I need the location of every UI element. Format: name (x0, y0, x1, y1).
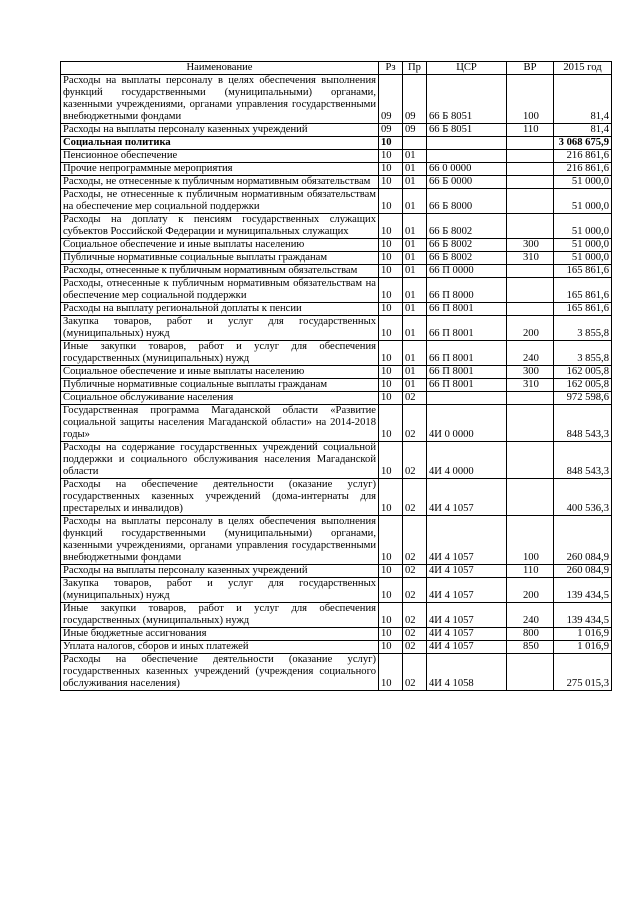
row-pr: 01 (403, 341, 427, 366)
row-pr: 01 (403, 278, 427, 303)
row-sum: 139 434,5 (554, 603, 612, 628)
header-vr: ВР (507, 62, 554, 75)
row-pr: 01 (403, 214, 427, 239)
row-csr (427, 150, 507, 163)
row-rz: 10 (379, 392, 403, 405)
row-rz: 10 (379, 442, 403, 479)
row-sum: 3 068 675,9 (554, 137, 612, 150)
row-sum: 216 861,6 (554, 150, 612, 163)
row-rz: 10 (379, 163, 403, 176)
row-pr: 01 (403, 252, 427, 265)
row-rz: 10 (379, 303, 403, 316)
row-csr (427, 137, 507, 150)
row-name: Иные закупки товаров, работ и услуг для обеспечения государственных (муниципальных) нужд (61, 341, 379, 366)
row-vr: 240 (507, 603, 554, 628)
table-row (61, 392, 612, 405)
row-sum: 1 016,9 (554, 628, 612, 641)
table-body (61, 75, 612, 691)
row-pr: 02 (403, 405, 427, 442)
row-name: Иные бюджетные ассигнования (61, 628, 379, 641)
row-rz: 10 (379, 189, 403, 214)
row-name: Публичные нормативные социальные выплаты гражданам (61, 252, 379, 265)
row-pr: 02 (403, 603, 427, 628)
row-sum: 3 855,8 (554, 341, 612, 366)
row-vr: 110 (507, 124, 554, 137)
row-name: Закупка товаров, работ и услуг для государственных (муниципальных) нужд (61, 578, 379, 603)
row-pr: 02 (403, 641, 427, 654)
row-pr: 09 (403, 75, 427, 124)
row-pr: 02 (403, 565, 427, 578)
table-row (61, 366, 612, 379)
row-sum: 275 015,3 (554, 654, 612, 691)
row-name: Расходы, отнесенные к публичным нормативным обязательствам на обеспечение мер социальной поддержки (61, 278, 379, 303)
row-pr: 01 (403, 176, 427, 189)
row-csr: 4И 4 1057 (427, 641, 507, 654)
row-rz: 10 (379, 341, 403, 366)
row-name: Публичные нормативные социальные выплаты гражданам (61, 379, 379, 392)
header-pr: Пр (403, 62, 427, 75)
row-csr: 66 Б 0000 (427, 176, 507, 189)
row-csr: 66 П 8001 (427, 366, 507, 379)
table-row (61, 379, 612, 392)
row-vr (507, 176, 554, 189)
table-row (61, 405, 612, 442)
row-vr: 100 (507, 75, 554, 124)
row-csr: 4И 4 1057 (427, 565, 507, 578)
row-name: Расходы на обеспечение деятельности (оказание услуг) государственных казенных учреждений (дома-интернаты для престарелых и инвалидов) (61, 479, 379, 516)
row-sum: 51 000,0 (554, 214, 612, 239)
row-pr: 01 (403, 239, 427, 252)
row-sum: 81,4 (554, 75, 612, 124)
row-vr (507, 405, 554, 442)
row-name: Пенсионное обеспечение (61, 150, 379, 163)
row-rz: 10 (379, 603, 403, 628)
row-sum: 165 861,6 (554, 303, 612, 316)
row-rz: 09 (379, 75, 403, 124)
row-csr: 4И 4 1058 (427, 654, 507, 691)
table-row (61, 603, 612, 628)
row-sum: 972 598,6 (554, 392, 612, 405)
table-row (61, 565, 612, 578)
row-name: Социальное обслуживание населения (61, 392, 379, 405)
table-row (61, 641, 612, 654)
row-sum: 400 536,3 (554, 479, 612, 516)
table-row (61, 654, 612, 691)
header-rz: Рз (379, 62, 403, 75)
row-pr: 02 (403, 479, 427, 516)
row-sum: 51 000,0 (554, 252, 612, 265)
table-row (61, 150, 612, 163)
row-sum: 216 861,6 (554, 163, 612, 176)
row-pr: 01 (403, 316, 427, 341)
table-row (61, 442, 612, 479)
row-sum: 51 000,0 (554, 176, 612, 189)
row-name: Расходы на обеспечение деятельности (оказание услуг) государственных казенных учреждений (учреждения социального обслуживания населения) (61, 654, 379, 691)
row-rz: 10 (379, 479, 403, 516)
table-row (61, 176, 612, 189)
row-name: Расходы на доплату к пенсиям государственных служащих субъектов Российской Федерации и муниципальных служащих (61, 214, 379, 239)
row-pr: 09 (403, 124, 427, 137)
row-name: Прочие непрограммные мероприятия (61, 163, 379, 176)
row-pr: 01 (403, 163, 427, 176)
row-sum: 165 861,6 (554, 278, 612, 303)
row-rz: 10 (379, 565, 403, 578)
row-sum: 165 861,6 (554, 265, 612, 278)
row-vr: 300 (507, 239, 554, 252)
row-rz: 10 (379, 214, 403, 239)
row-rz: 10 (379, 316, 403, 341)
row-csr: 66 0 0000 (427, 163, 507, 176)
table-row (61, 578, 612, 603)
row-pr (403, 137, 427, 150)
row-name: Расходы, не отнесенные к публичным нормативным обязательствам (61, 176, 379, 189)
row-vr (507, 278, 554, 303)
table-row (61, 628, 612, 641)
row-sum: 260 084,9 (554, 565, 612, 578)
row-rz: 10 (379, 137, 403, 150)
row-vr: 310 (507, 379, 554, 392)
row-csr: 66 П 0000 (427, 265, 507, 278)
table-header-row (61, 62, 612, 75)
row-csr: 66 Б 8000 (427, 189, 507, 214)
row-csr: 66 Б 8002 (427, 239, 507, 252)
table-row (61, 239, 612, 252)
row-name: Государственная программа Магаданской области «Развитие социальной защиты населения Магаданской области» на 2014-2018 годы» (61, 405, 379, 442)
row-name: Иные закупки товаров, работ и услуг для обеспечения государственных (муниципальных) нужд (61, 603, 379, 628)
row-name: Расходы на выплату региональной доплаты к пенсии (61, 303, 379, 316)
row-sum: 162 005,8 (554, 379, 612, 392)
row-name: Расходы на выплаты персоналу в целях обеспечения выполнения функций государственными (муниципальными) органами, казенными учреждениями, органами управления государственными внебюджетными фондами (61, 75, 379, 124)
row-vr: 850 (507, 641, 554, 654)
header-year: 2015 год (554, 62, 612, 75)
row-csr: 4И 4 1057 (427, 603, 507, 628)
row-csr: 66 Б 8002 (427, 214, 507, 239)
table-row (61, 265, 612, 278)
table-row (61, 516, 612, 565)
row-rz: 10 (379, 150, 403, 163)
table-row (61, 214, 612, 239)
row-vr (507, 392, 554, 405)
row-pr: 01 (403, 265, 427, 278)
row-vr (507, 303, 554, 316)
row-name: Расходы на выплаты персоналу в целях обеспечения выполнения функций государственными (муниципальными) органами, казенными учреждениями, органами управления государственными внебюджетными фондами (61, 516, 379, 565)
row-pr: 02 (403, 516, 427, 565)
row-csr: 66 Б 8051 (427, 75, 507, 124)
row-name: Расходы на выплаты персоналу казенных учреждений (61, 565, 379, 578)
row-name: Расходы, не отнесенные к публичным нормативным обязательствам на обеспечение мер социальной поддержки (61, 189, 379, 214)
row-sum: 51 000,0 (554, 189, 612, 214)
row-pr: 01 (403, 189, 427, 214)
row-sum: 51 000,0 (554, 239, 612, 252)
row-sum: 162 005,8 (554, 366, 612, 379)
row-pr: 02 (403, 654, 427, 691)
table-row (61, 252, 612, 265)
row-rz: 10 (379, 239, 403, 252)
header-csr: ЦСР (427, 62, 507, 75)
row-pr: 02 (403, 578, 427, 603)
row-vr (507, 442, 554, 479)
row-name: Социальное обеспечение и иные выплаты населению (61, 239, 379, 252)
row-pr: 01 (403, 379, 427, 392)
row-name: Социальное обеспечение и иные выплаты населению (61, 366, 379, 379)
table-row (61, 137, 612, 150)
row-pr: 01 (403, 366, 427, 379)
row-name: Расходы на выплаты персоналу казенных учреждений (61, 124, 379, 137)
row-rz: 10 (379, 278, 403, 303)
header-name: Наименование (61, 62, 379, 75)
row-rz: 10 (379, 252, 403, 265)
row-sum: 81,4 (554, 124, 612, 137)
row-sum: 848 543,3 (554, 442, 612, 479)
table-row (61, 316, 612, 341)
row-sum: 139 434,5 (554, 578, 612, 603)
row-rz: 10 (379, 516, 403, 565)
row-rz: 10 (379, 366, 403, 379)
row-csr: 4И 4 1057 (427, 578, 507, 603)
row-vr: 310 (507, 252, 554, 265)
row-vr (507, 163, 554, 176)
row-pr: 02 (403, 442, 427, 479)
row-rz: 10 (379, 628, 403, 641)
row-csr: 4И 4 1057 (427, 628, 507, 641)
row-vr: 200 (507, 316, 554, 341)
row-sum: 260 084,9 (554, 516, 612, 565)
row-vr (507, 189, 554, 214)
row-vr (507, 654, 554, 691)
table-row (61, 75, 612, 124)
row-name: Расходы на содержание государственных учреждений социальной поддержки и социального обслуживания населения Магаданской области (61, 442, 379, 479)
row-csr: 66 П 8000 (427, 278, 507, 303)
row-csr: 4И 0 0000 (427, 405, 507, 442)
row-csr: 66 П 8001 (427, 341, 507, 366)
budget-table (60, 61, 612, 691)
row-rz: 10 (379, 654, 403, 691)
row-vr (507, 150, 554, 163)
row-sum: 1 016,9 (554, 641, 612, 654)
row-rz: 10 (379, 405, 403, 442)
table-row (61, 341, 612, 366)
row-csr: 66 Б 8002 (427, 252, 507, 265)
row-csr: 66 П 8001 (427, 303, 507, 316)
row-vr (507, 265, 554, 278)
table-row (61, 303, 612, 316)
row-rz: 10 (379, 578, 403, 603)
row-vr (507, 479, 554, 516)
row-rz: 09 (379, 124, 403, 137)
table-row (61, 124, 612, 137)
table-row (61, 479, 612, 516)
row-vr: 200 (507, 578, 554, 603)
row-rz: 10 (379, 641, 403, 654)
row-pr: 01 (403, 303, 427, 316)
row-vr: 110 (507, 565, 554, 578)
row-sum: 848 543,3 (554, 405, 612, 442)
row-rz: 10 (379, 176, 403, 189)
row-vr: 300 (507, 366, 554, 379)
row-pr: 02 (403, 628, 427, 641)
table-row (61, 278, 612, 303)
row-csr: 4И 4 1057 (427, 479, 507, 516)
row-sum: 3 855,8 (554, 316, 612, 341)
row-vr: 100 (507, 516, 554, 565)
table-row (61, 189, 612, 214)
row-vr (507, 214, 554, 239)
row-pr: 01 (403, 150, 427, 163)
row-name: Уплата налогов, сборов и иных платежей (61, 641, 379, 654)
row-vr: 800 (507, 628, 554, 641)
row-name: Закупка товаров, работ и услуг для государственных (муниципальных) нужд (61, 316, 379, 341)
row-csr: 66 Б 8051 (427, 124, 507, 137)
row-name: Социальная политика (61, 137, 379, 150)
row-csr: 4И 4 1057 (427, 516, 507, 565)
row-name: Расходы, отнесенные к публичным нормативным обязательствам (61, 265, 379, 278)
row-csr: 66 П 8001 (427, 316, 507, 341)
table-row (61, 163, 612, 176)
row-pr: 02 (403, 392, 427, 405)
row-vr: 240 (507, 341, 554, 366)
row-csr: 66 П 8001 (427, 379, 507, 392)
row-vr (507, 137, 554, 150)
row-rz: 10 (379, 265, 403, 278)
row-csr: 4И 4 0000 (427, 442, 507, 479)
row-csr (427, 392, 507, 405)
row-rz: 10 (379, 379, 403, 392)
